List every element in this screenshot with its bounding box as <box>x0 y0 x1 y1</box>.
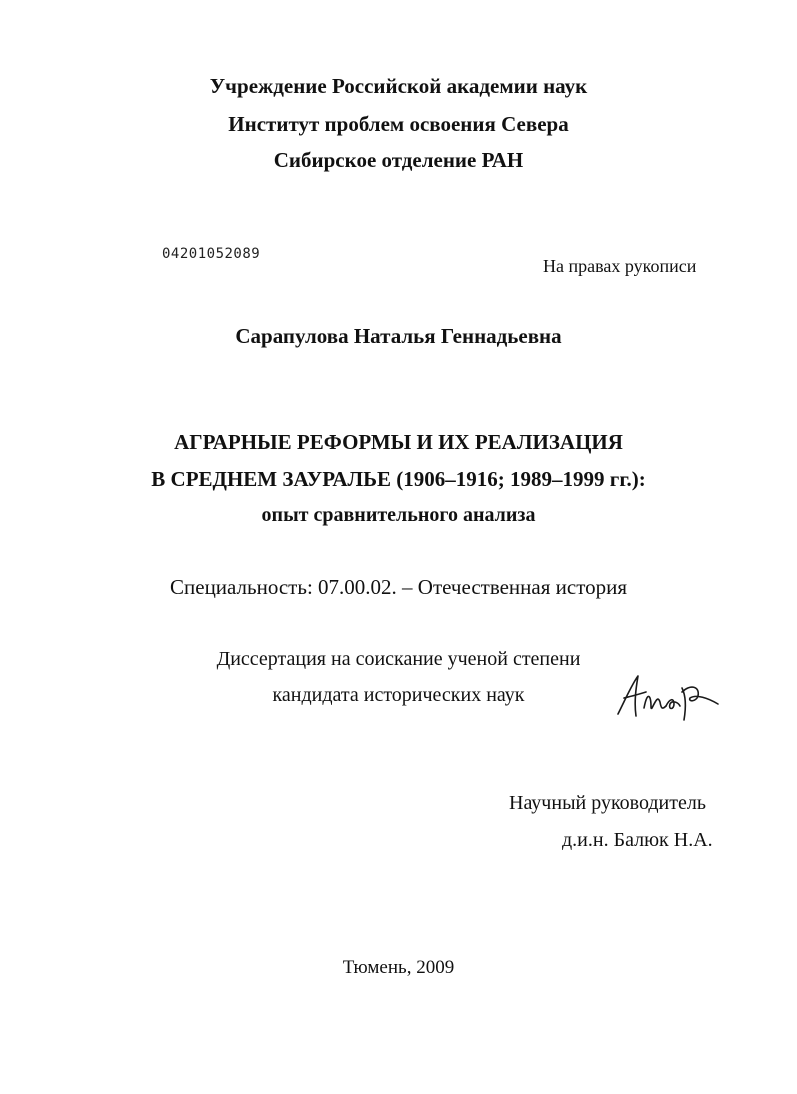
institution-line-3: Сибирское отделение РАН <box>273 148 524 172</box>
place-year: Тюмень, 2009 <box>342 957 455 978</box>
institution-line-1: Учреждение Российской академии наук <box>209 74 588 98</box>
title-line-1: АГРАРНЫЕ РЕФОРМЫ И ИХ РЕАЛИЗАЦИЯ <box>174 430 623 454</box>
signature-image <box>612 668 724 726</box>
supervisor-label: Научный руководитель <box>509 792 706 814</box>
manuscript-note: На правах рукописи <box>543 256 697 276</box>
author-name: Сарапулова Наталья Геннадьевна <box>235 324 562 348</box>
title-line-2: В СРЕДНЕМ ЗАУРАЛЬЕ (1906–1916; 1989–1999 гг.): <box>151 467 646 491</box>
document-code: 04201052089 <box>162 246 261 262</box>
degree-line-2: кандидата исторических наук <box>272 684 525 706</box>
title-line-3: опыт сравнительного анализа <box>261 504 536 526</box>
institution-line-2: Институт проблем освоения Севера <box>228 112 569 136</box>
supervisor-name: д.и.н. Балюк Н.А. <box>562 829 713 851</box>
specialty: Специальность: 07.00.02. – Отечественная история <box>170 575 627 599</box>
degree-line-1: Диссертация на соискание ученой степени <box>216 648 581 670</box>
